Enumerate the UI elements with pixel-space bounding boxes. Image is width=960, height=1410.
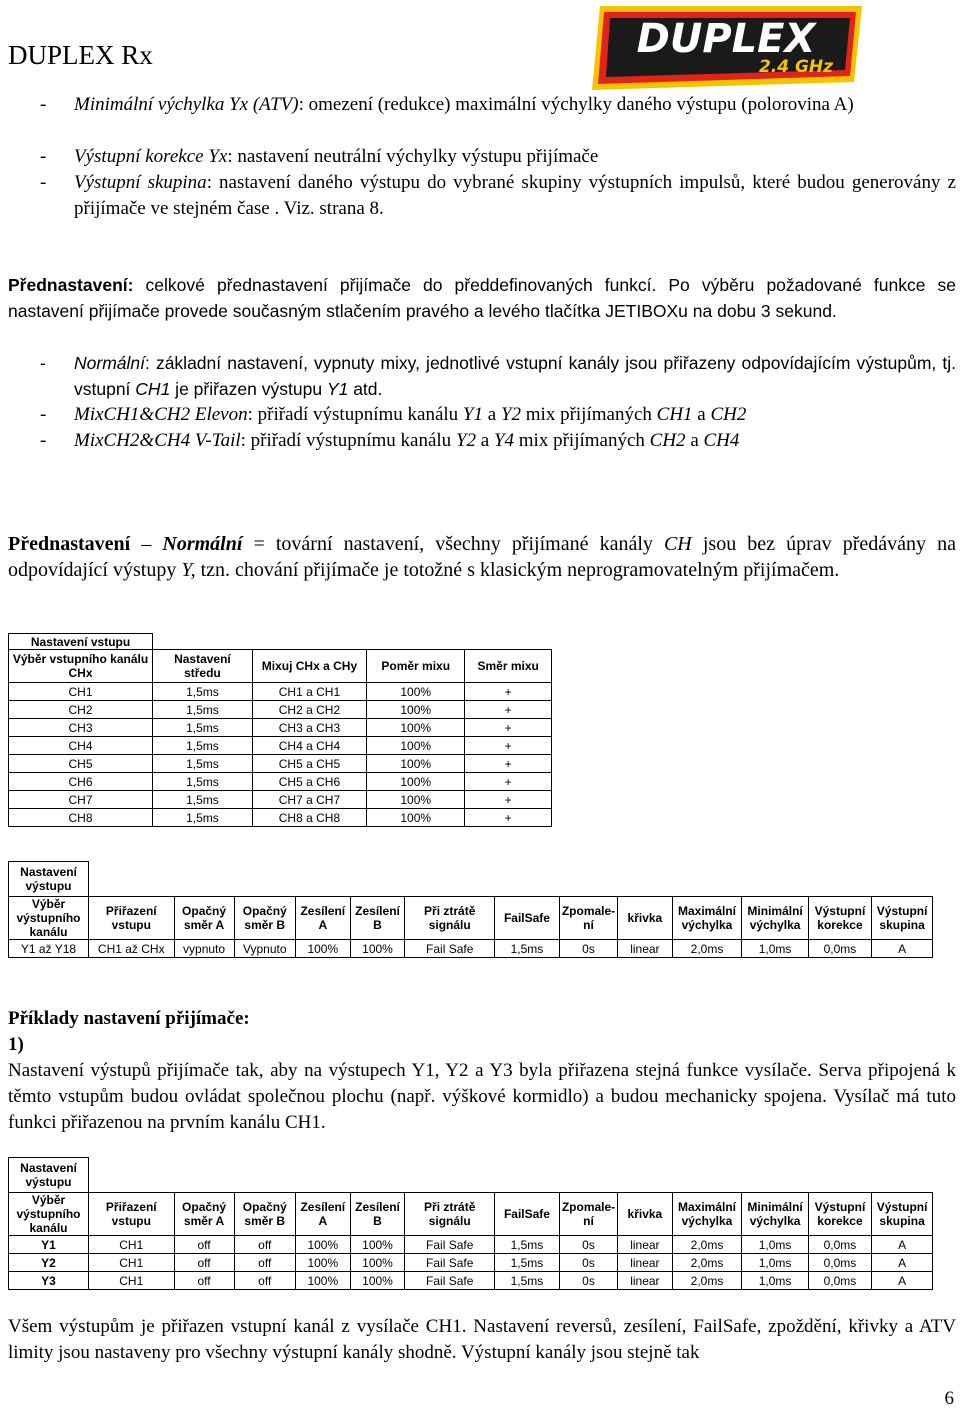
table-cell: Vypnuto: [234, 940, 295, 958]
page-title: DUPLEX Rx: [8, 40, 153, 70]
preset-text: celkové přednastavení přijímače do předdefinovaných funkcí. Po výběru požadované funkce se nastavení přijímače provede současným stlačením pravého a levého tlačítka JETIBOXu na dobu 3 sekund.: [8, 275, 956, 321]
table-cell: 0,0ms: [808, 940, 871, 958]
column-header: Minimální výchylka: [742, 1193, 808, 1236]
term: Výstupní skupina: [74, 172, 207, 193]
column-header: Výběr výstupního kanálu: [9, 1193, 89, 1236]
table-cell: +: [465, 809, 552, 827]
table-cell: CH8: [9, 809, 153, 827]
item-text: : nastavení neutrální výchylky výstupu přijímače: [227, 146, 599, 167]
table-cell: CH8 a CH8: [252, 809, 366, 827]
table-cell: 1,5ms: [153, 755, 253, 773]
table-cell: off: [174, 1236, 234, 1254]
column-header: křivka: [618, 1193, 672, 1236]
table-cell: A: [872, 1236, 933, 1254]
table-cell: off: [234, 1236, 295, 1254]
table-caption-row: [9, 862, 933, 897]
column-header: Opačný směr B: [234, 1193, 295, 1236]
table-cell: Fail Safe: [405, 1272, 495, 1290]
table-cell: linear: [618, 1254, 672, 1272]
table-cell: CH1: [9, 683, 153, 701]
term: Normální: [74, 353, 145, 373]
term: MixCH1&CH2 Elevon: [74, 404, 248, 425]
table-cell: 100%: [367, 755, 465, 773]
column-header: Směr mixu: [465, 650, 552, 683]
table-cell: 1,0ms: [742, 1272, 808, 1290]
list-item: - Výstupní skupina: nastavení daného výstupu do vybrané skupiny výstupních impulsů, které budou generovány z přijímače ve stejném čase . Viz. strana 8.: [40, 172, 956, 219]
table-cell: 1,0ms: [742, 940, 808, 958]
column-header: Zpomale-ní: [559, 897, 617, 940]
column-header: Maximální výchylka: [672, 1193, 742, 1236]
table-cell: CH1 a CH1: [252, 683, 366, 701]
table-cell: CH1 až CHx: [89, 940, 175, 958]
table-row: [9, 940, 933, 958]
table-cell: Fail Safe: [405, 1236, 495, 1254]
table-cell: CH4 a CH4: [252, 737, 366, 755]
column-header: Zpomale-ní: [559, 1193, 617, 1236]
table-cell: CH1: [89, 1254, 175, 1272]
table-row: [9, 1254, 933, 1272]
table-cell: Y2: [9, 1254, 89, 1272]
table-cell: +: [465, 791, 552, 809]
table-cell: linear: [618, 1272, 672, 1290]
list-item: - MixCH2&CH4 V-Tail: přiřadí výstupnímu kanálu Y2 a Y4 mix přijímaných CH2 a CH4: [40, 430, 740, 451]
table-cell: 100%: [350, 1236, 405, 1254]
table-spacer: [153, 634, 552, 650]
column-header: Výběr výstupního kanálu: [9, 897, 89, 940]
term: MixCH2&CH4 V-Tail: [74, 430, 241, 451]
table-cell: 2,0ms: [672, 1272, 742, 1290]
table-cell: 0s: [559, 1254, 617, 1272]
output-table: [8, 861, 933, 958]
table-cell: linear: [618, 940, 672, 958]
term: Výstupní korekce Yx: [74, 146, 228, 167]
table-cell: CH3 a CH3: [252, 719, 366, 737]
item-text: : omezení (redukce) maximální výchylky daného výstupu (polorovina A): [298, 94, 854, 115]
table-cell: off: [174, 1254, 234, 1272]
table-cell: 0,0ms: [808, 1236, 871, 1254]
table-cell: CH4: [9, 737, 153, 755]
column-header: Přiřazení vstupu: [89, 897, 175, 940]
table-cell: 1,5ms: [495, 1254, 560, 1272]
table-row: [9, 791, 552, 809]
column-header: křivka: [618, 897, 672, 940]
table-cell: off: [174, 1272, 234, 1290]
term: Minimální výchylka Yx (ATV): [74, 94, 299, 115]
table-row: [9, 719, 552, 737]
list-item: - Normální: základní nastavení, vypnuty mixy, jednotlivé vstupní kanály jsou přiřazeny odpovídajícím výstupům, tj. vstupní CH1 je přiřazen výstupu Y1 atd.: [40, 353, 956, 399]
preset-heading: Přednastavení:: [8, 275, 134, 295]
table-caption: Nastavení výstupu: [9, 862, 89, 897]
list-item: - Minimální výchylka Yx (ATV): omezení (redukce) maximální výchylky daného výstupu (polorovina A): [40, 94, 854, 115]
table-header-row: [9, 897, 933, 940]
column-header: Maximální výchylka: [672, 897, 742, 940]
table-cell: 0s: [559, 1236, 617, 1254]
table-cell: CH3: [9, 719, 153, 737]
table-row: [9, 683, 552, 701]
table-cell: CH7 a CH7: [252, 791, 366, 809]
table-cell: +: [465, 773, 552, 791]
table-cell: 100%: [295, 1236, 350, 1254]
table-cell: 1,5ms: [495, 940, 560, 958]
table-cell: CH5 a CH5: [252, 755, 366, 773]
table-cell: 1,5ms: [153, 701, 253, 719]
table-cell: linear: [618, 1236, 672, 1254]
table-cell: 100%: [367, 719, 465, 737]
table-cell: off: [234, 1254, 295, 1272]
column-header: Minimální výchylka: [742, 897, 808, 940]
table-cell: 1,5ms: [153, 791, 253, 809]
table-cell: 2,0ms: [672, 1236, 742, 1254]
table-cell: 100%: [295, 1272, 350, 1290]
list-item: - MixCH1&CH2 Elevon: přiřadí výstupnímu kanálu Y1 a Y2 mix přijímaných CH1 a CH2: [40, 404, 747, 425]
table-cell: A: [872, 1272, 933, 1290]
table-cell: 1,5ms: [153, 719, 253, 737]
table-row: [9, 773, 552, 791]
table-cell: CH5 a CH6: [252, 773, 366, 791]
table-spacer: [89, 862, 933, 897]
table-cell: A: [872, 940, 933, 958]
table-cell: off: [234, 1272, 295, 1290]
column-header: Přiřazení vstupu: [89, 1193, 175, 1236]
table-caption-row: [9, 1158, 933, 1193]
table-cell: 1,5ms: [153, 737, 253, 755]
table-cell: 0,0ms: [808, 1254, 871, 1272]
column-header: Opačný směr B: [234, 897, 295, 940]
table-cell: CH6: [9, 773, 153, 791]
table-cell: Fail Safe: [405, 940, 495, 958]
table-caption: Nastavení vstupu: [9, 634, 153, 650]
table-cell: 100%: [350, 1254, 405, 1272]
table-cell: Y3: [9, 1272, 89, 1290]
table-cell: Y1 až Y18: [9, 940, 89, 958]
table-cell: 0s: [559, 940, 617, 958]
column-header: Mixuj CHx a CHy: [252, 650, 366, 683]
table-cell: 1,5ms: [153, 809, 253, 827]
preset-paragraph: [8, 272, 956, 324]
table-caption-row: [9, 634, 552, 650]
input-table: [8, 633, 552, 827]
table-cell: 100%: [350, 940, 405, 958]
column-header: Opačný směr A: [174, 897, 234, 940]
table-row: [9, 701, 552, 719]
table-cell: +: [465, 719, 552, 737]
table-cell: CH5: [9, 755, 153, 773]
table-cell: Y1: [9, 1236, 89, 1254]
normal-paragraph: Přednastavení – Normální = tovární nastavení, všechny přijímané kanály CH jsou bez úprav předávány na odpovídající výstupy Y, tzn. chování přijímače je totožné s klasickým neprogramovatelným přijímačem.: [8, 533, 956, 581]
table-cell: 0,0ms: [808, 1272, 871, 1290]
example-number: 1): [8, 1034, 24, 1055]
table-cell: 2,0ms: [672, 1254, 742, 1272]
column-header: Při ztrátě signálu: [405, 897, 495, 940]
table-cell: 1,0ms: [742, 1254, 808, 1272]
column-header: FailSafe: [495, 1193, 560, 1236]
logo-text: DUPLEX: [636, 16, 816, 62]
column-header: Zesílení A: [295, 897, 350, 940]
table-cell: vypnuto: [174, 940, 234, 958]
table-cell: CH1: [89, 1236, 175, 1254]
table-row: [9, 809, 552, 827]
table-cell: 2,0ms: [672, 940, 742, 958]
table-cell: 100%: [367, 737, 465, 755]
examples-heading: Příklady nastavení přijímače:: [8, 1008, 250, 1029]
column-header: Zesílení B: [350, 1193, 405, 1236]
column-header: Výstupní korekce: [808, 897, 871, 940]
table-cell: CH7: [9, 791, 153, 809]
column-header: Výstupní skupina: [872, 1193, 933, 1236]
table-row: [9, 737, 552, 755]
table-cell: 0s: [559, 1272, 617, 1290]
table-cell: 1,5ms: [495, 1272, 560, 1290]
table-spacer: [89, 1158, 933, 1193]
item-text: : nastavení daného výstupu do vybrané skupiny výstupních impulsů, které budou generovány z přijímače ve stejném čase . Viz. strana 8.: [74, 172, 956, 219]
logo-subtext: 2.4 GHz: [758, 57, 834, 77]
table-cell: 100%: [367, 701, 465, 719]
table-cell: +: [465, 755, 552, 773]
closing-paragraph: Všem výstupům je přiřazen vstupní kanál z vysílače CH1. Nastavení reversů, zesílení, FailSafe, zpoždění, křivky a ATV limity jsou nastaveny pro všechny výstupní kanály shodně. Výstupní kanály jsou stejně tak: [8, 1316, 956, 1363]
column-header: Při ztrátě signálu: [405, 1193, 495, 1236]
table-cell: CH1: [89, 1272, 175, 1290]
column-header: Výstupní korekce: [808, 1193, 871, 1236]
example-text: Nastavení výstupů přijímače tak, aby na výstupech Y1, Y2 a Y3 byla přiřazena stejná funkce vysílače. Serva připojená k těmto vstupům budou ovládat společnou plochu (např. výškové kormidlo) a budou mechanicky spojena. Vysílač má tuto funkci přiřazenou na prvním kanálu CH1.: [8, 1060, 956, 1133]
column-header: Zesílení A: [295, 1193, 350, 1236]
column-header: Nastavení středu: [153, 650, 253, 683]
table-cell: A: [872, 1254, 933, 1272]
table-cell: 1,5ms: [153, 773, 253, 791]
table-header-row: [9, 650, 552, 683]
table-caption: Nastavení výstupu: [9, 1158, 89, 1193]
table-cell: Fail Safe: [405, 1254, 495, 1272]
column-header: Výstupní skupina: [872, 897, 933, 940]
table-cell: 1,5ms: [153, 683, 253, 701]
table-cell: CH2: [9, 701, 153, 719]
table-cell: 100%: [367, 791, 465, 809]
table-row: [9, 1236, 933, 1254]
table-cell: 1,0ms: [742, 1236, 808, 1254]
column-header: Zesílení B: [350, 897, 405, 940]
example-table: [8, 1157, 933, 1290]
page-number: 6: [944, 1388, 954, 1409]
table-cell: 1,5ms: [495, 1236, 560, 1254]
table-cell: +: [465, 737, 552, 755]
column-header: FailSafe: [495, 897, 560, 940]
examples-section: [8, 1006, 956, 1136]
table-cell: 100%: [367, 809, 465, 827]
table-cell: +: [465, 683, 552, 701]
duplex-logo: [586, 4, 864, 92]
table-row: [9, 1272, 933, 1290]
table-cell: 100%: [350, 1272, 405, 1290]
table-cell: 100%: [367, 773, 465, 791]
column-header: Výběr vstupního kanálu CHx: [9, 650, 153, 683]
table-cell: 100%: [295, 940, 350, 958]
list-item: - Výstupní korekce Yx: nastavení neutrální výchylky výstupu přijímače: [40, 146, 599, 167]
column-header: Poměr mixu: [367, 650, 465, 683]
table-cell: 100%: [367, 683, 465, 701]
table-cell: CH2 a CH2: [252, 701, 366, 719]
table-cell: +: [465, 701, 552, 719]
table-cell: 100%: [295, 1254, 350, 1272]
column-header: Opačný směr A: [174, 1193, 234, 1236]
table-row: [9, 755, 552, 773]
table-header-row: [9, 1193, 933, 1236]
